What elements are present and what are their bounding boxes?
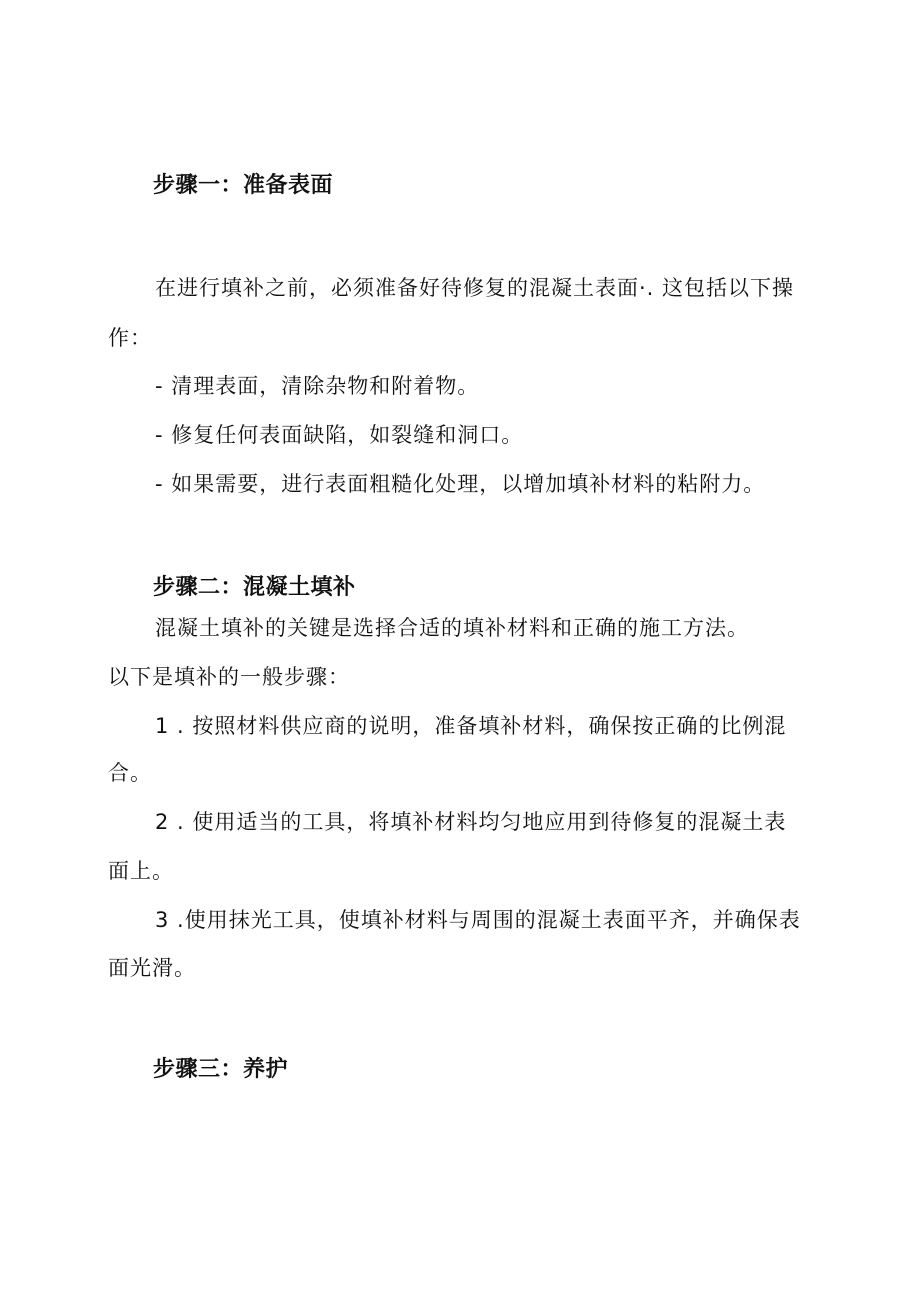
step2-heading: 步骤二：混凝土填补 (153, 575, 356, 600)
step1-bullet-1: - 清理表面，清除杂物和附着物。 (155, 374, 480, 398)
step1-bullet-3: - 如果需要，进行表面粗糙化处理，以增加填补材料的粘附力。 (155, 472, 766, 496)
step1-heading: 步骤一：准备表面 (153, 173, 334, 198)
step2-item-1-line1: 1 . 按照材料供应商的说明，准备填补材料，确保按正确的比例混 (155, 714, 787, 738)
step2-item-3-line2: 面光滑。 (108, 956, 196, 980)
step1-intro-line2: 作： (108, 326, 152, 350)
step1-intro-line1: 在进行填补之前，必须准备好待修复的混凝土表面·. 这包括以下操 (155, 276, 795, 300)
step1-bullet-2: - 修复任何表面缺陷，如裂缝和洞口。 (155, 423, 524, 447)
step2-item-1-line2: 合。 (108, 761, 152, 785)
step2-intro-line2: 以下是填补的一般步骤： (108, 665, 350, 689)
step2-item-3-line1: 3 .使用抹光工具，使填补材料与周围的混凝土表面平齐，并确保表 (155, 908, 801, 932)
step3-heading: 步骤三：养护 (153, 1057, 289, 1082)
step2-intro-line1: 混凝土填补的关键是选择合适的填补材料和正确的施工方法。 (155, 616, 749, 640)
step2-item-2-line1: 2 . 使用适当的工具，将填补材料均匀地应用到待修复的混凝土表 (155, 810, 787, 834)
step2-item-2-line2: 面上。 (108, 859, 174, 883)
